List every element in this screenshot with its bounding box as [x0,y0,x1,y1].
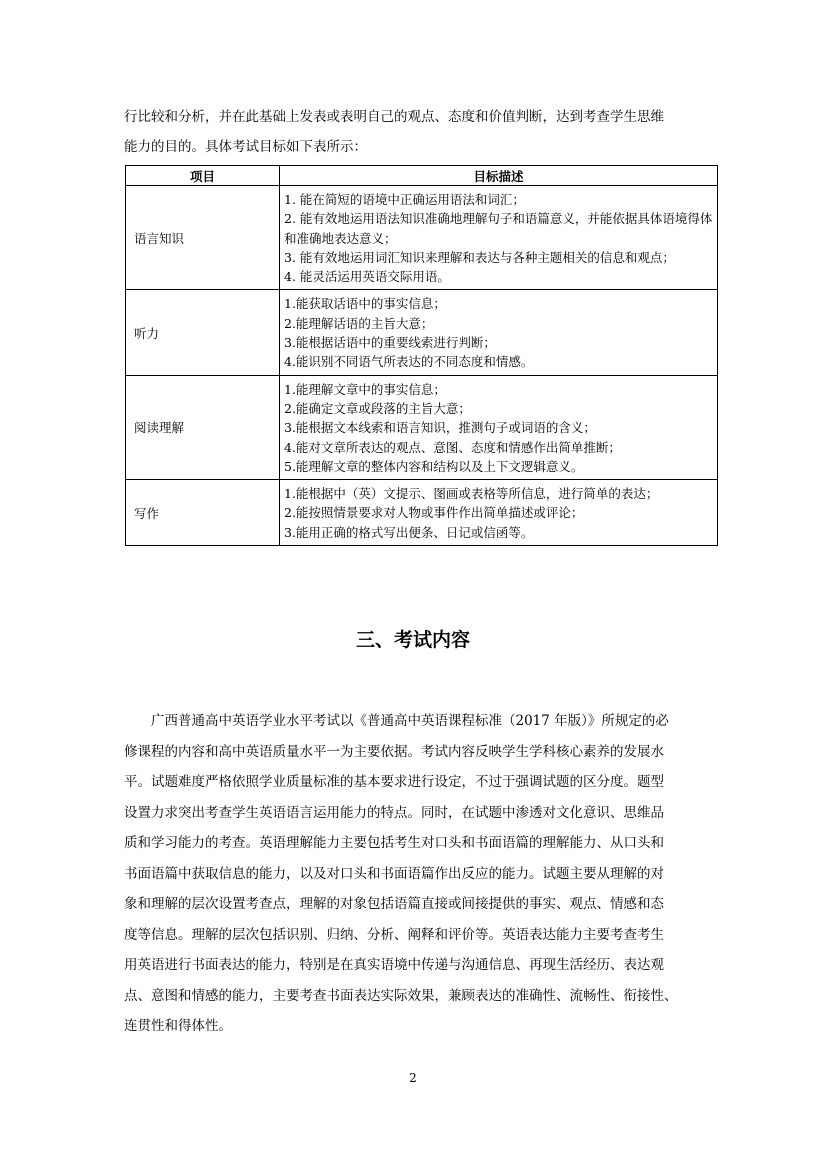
exam-goals-table [125,165,718,546]
intro-text [124,102,724,162]
goal-line: 4. 能灵活运用英语交际用语。 [284,269,450,285]
table-row [126,375,718,479]
goal-line: 1.能根据中（英）文提示、图画或表格等所信息，进行简单的表达； [284,486,659,502]
exam-content-paragraph [124,706,718,1042]
intro-line: 能力的目的。具体考试目标如下表所示： [124,139,367,155]
row-item-listening: 听力 [126,290,280,375]
goal-line: 3. 能有效地运用词汇知识来理解和表达与各种主题相关的信息和观点； [284,249,675,265]
goal-line: 1.能获取话语中的事实信息； [284,296,446,312]
row-description [280,480,718,546]
header-description: 目标描述 [280,166,718,186]
row-item-reading: 阅读理解 [126,375,280,479]
paragraph-line: 质和学习能力的考查。英语理解能力主要包括考生对口头和书面语篇的理解能力、从口头和 [124,835,664,851]
intro-line: 行比较和分析，并在此基础上发表或表明自己的观点、态度和价值判断，达到考查学生思维 [124,109,664,125]
goal-line: 2.能理解话语的主旨大意； [284,315,434,331]
paragraph-line: 点、意图和情感的能力，主要考查书面表达实际效果，兼顾表达的准确性、流畅性、衔接性、 [124,987,678,1004]
paragraph-line: 象和理解的层次设置考查点，理解的对象包括语篇直接或间接提供的事实、观点、情感和态 [124,896,664,912]
paragraph-line: 设置力求突出考查学生英语语言运用能力的特点。同时，在试题中渗透对文化意识、思维品 [124,804,664,821]
goal-line: 3.能根据文本线索和语言知识，推测句子或词语的含义； [284,420,596,436]
table-header-row [126,166,718,186]
row-description [280,375,718,479]
table-row [126,480,718,546]
row-item-language-knowledge: 语言知识 [126,186,280,290]
paragraph-line: 平。试题难度严格依照学业质量标准的基本要求进行设定，不过于强调试题的区分度。题型 [124,774,664,790]
table-row [126,290,718,375]
row-item-writing: 写作 [126,480,280,546]
header-item: 项目 [126,166,280,186]
paragraph-line: 修课程的内容和高中英语质量水平一为主要依据。考试内容反映学生学科核心素养的发展水 [124,743,664,760]
goal-line: 4.能识别不同语气所表达的不同态度和情感。 [284,354,534,370]
row-description [280,290,718,375]
goal-line: 1. 能在简短的语境中正确运用语法和词汇； [284,192,525,207]
goal-line: 1.能理解文章中的事实信息； [284,381,446,397]
goal-line: 3.能根据话语中的重要线索进行判断； [284,335,496,351]
section-title: 三、考试内容 [355,629,470,651]
paragraph-line: 广西普通高中英语学业水平考试以《普通高中英语课程标准（2017 年版）》所规定的必 [124,713,669,729]
paragraph-line: 书面语篇中获取信息的能力，以及对口头和书面语篇作出反应的能力。试题主要从理解的对 [124,865,664,882]
paragraph-line: 用英语进行书面表达的能力，特别是在真实语境中传递与沟通信息、再现生活经历、表达观 [124,957,664,973]
goal-line: 2.能按照情景要求对人物或事件作出简单描述或评论； [284,505,584,521]
row-description [280,186,718,290]
paragraph-line: 度等信息。理解的层次包括识别、归纳、分析、阐释和评价等。英语表达能力主要考查考生 [124,926,664,943]
goal-line: 4.能对文章所表达的观点、意图、态度和情感作出简单推断； [284,439,621,455]
goal-line: 2. 能有效地运用语法知识准确地理解句子和语篇意义，并能依据具体语境得体和准确地表达意义； [284,211,713,246]
goal-line: 3.能用正确的格式写出便条、日记或信函等。 [284,524,534,540]
goal-line: 2.能确定文章或段落的主旨大意； [284,400,471,416]
page-number: 2 [409,1071,417,1085]
goal-line: 5.能理解文章的整体内容和结构以及上下文逻辑意义。 [284,458,584,474]
paragraph-line: 连贯性和得体性。 [124,1018,232,1034]
table-row [126,186,718,290]
